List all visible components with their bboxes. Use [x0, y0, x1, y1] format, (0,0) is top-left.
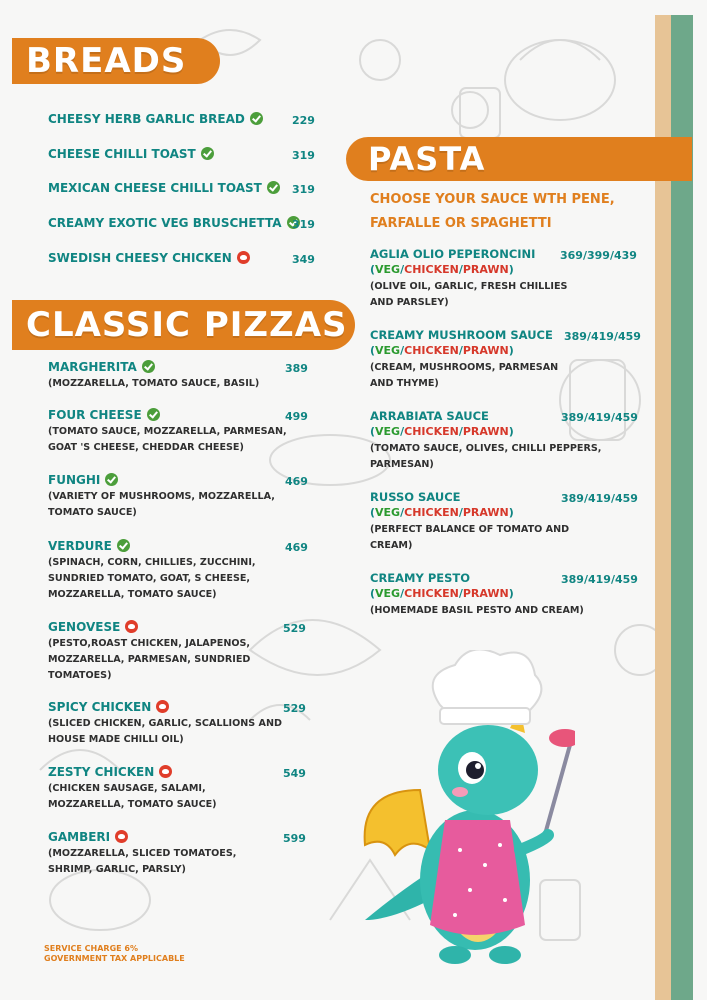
pizza-item-price: 529	[283, 622, 306, 635]
pasta-title: PASTA	[368, 140, 486, 178]
pasta-item-price: 369/399/439	[560, 249, 637, 262]
pasta-item-name: ARRABIATA SAUCE	[370, 409, 489, 423]
veg-icon	[142, 360, 155, 373]
pizza-item-name: GAMBERI	[48, 830, 128, 844]
bread-item-price: 229	[292, 114, 315, 127]
service-charge-note: SERVICE CHARGE 6%	[44, 944, 138, 953]
pizza-item-price: 469	[285, 475, 308, 488]
veg-icon	[250, 112, 263, 125]
pizzas-title: CLASSIC PIZZAS	[26, 305, 348, 345]
bread-item-price: 349	[292, 253, 315, 266]
bread-item-price: 319	[292, 149, 315, 162]
non-veg-icon	[125, 620, 138, 633]
pasta-subtitle-line2: FARFALLE OR SPAGHETTI	[370, 216, 552, 231]
pasta-item-name: AGLIA OLIO PEPERONCINI	[370, 247, 536, 261]
bread-item-name: CHEESE CHILLI TOAST	[48, 147, 214, 161]
veg-icon	[105, 473, 118, 486]
pizza-item-desc: (SPINACH, CORN, CHILLIES, ZUCCHINI, SUNDRIED TOMATO, GOAT, S CHEESE, MOZZARELLA, TOMATO SAUCE)	[48, 557, 256, 600]
veg-icon	[267, 181, 280, 194]
pasta-item-price: 389/419/459	[564, 330, 641, 343]
pizza-item-desc: (CHICKEN SAUSAGE, SALAMI, MOZZARELLA, TOMATO SAUCE)	[48, 783, 217, 810]
pasta-item-price: 389/419/459	[561, 573, 638, 586]
bread-item-name: CREAMY EXOTIC VEG BRUSCHETTA	[48, 216, 300, 230]
breads-title: BREADS	[26, 41, 187, 81]
pizza-item-name: ZESTY CHICKEN	[48, 765, 172, 779]
dragon-chef-illustration	[360, 650, 575, 980]
pasta-item-name: CREAMY MUSHROOM SAUCE	[370, 328, 553, 342]
pasta-item-name: CREAMY PESTO	[370, 571, 471, 585]
pasta-item-options: (VEG/CHICKEN/PRAWN)	[370, 506, 514, 519]
pizza-item-price: 529	[283, 702, 306, 715]
non-veg-icon	[237, 251, 250, 264]
pizza-item-name: SPICY CHICKEN	[48, 700, 169, 714]
pizza-item-desc: (MOZZARELLA, TOMATO SAUCE, BASIL)	[48, 378, 260, 389]
pizza-item-name: VERDURE	[48, 539, 130, 553]
pasta-item-desc: (TOMATO SAUCE, OLIVES, CHILLI PEPPERS, PARMESAN)	[370, 443, 602, 470]
bread-item-name: CHEESY HERB GARLIC BREAD	[48, 112, 263, 126]
pasta-item-price: 389/419/459	[561, 411, 638, 424]
non-veg-icon	[115, 830, 128, 843]
bread-item-price: 319	[292, 218, 315, 231]
pizza-item-name: FUNGHI	[48, 473, 118, 487]
pizza-item-price: 549	[283, 767, 306, 780]
pizzas-banner	[12, 300, 355, 350]
non-veg-icon	[159, 765, 172, 778]
pasta-banner	[346, 137, 692, 181]
pasta-item-options: (VEG/CHICKEN/PRAWN)	[370, 344, 514, 357]
pizza-item-name: MARGHERITA	[48, 360, 155, 374]
breads-banner	[12, 38, 220, 84]
pasta-subtitle-line1: CHOOSE YOUR SAUCE WTH PENE,	[370, 192, 615, 207]
pasta-item-options: (VEG/CHICKEN/PRAWN)	[370, 263, 514, 276]
pasta-item-desc: (HOMEMADE BASIL PESTO AND CREAM)	[370, 605, 584, 616]
pizza-item-desc: (MOZZARELLA, SLICED TOMATOES, SHRIMP, GARLIC, PARSLY)	[48, 848, 237, 875]
pizza-item-price: 499	[285, 410, 308, 423]
pizza-item-name: FOUR CHEESE	[48, 408, 160, 422]
bread-item-name: SWEDISH CHEESY CHICKEN	[48, 251, 250, 265]
veg-icon	[147, 408, 160, 421]
pasta-item-desc: (CREAM, MUSHROOMS, PARMESAN AND THYME)	[370, 362, 559, 389]
veg-icon	[117, 539, 130, 552]
pizza-item-price: 599	[283, 832, 306, 845]
bread-item-price: 319	[292, 183, 315, 196]
pasta-item-price: 389/419/459	[561, 492, 638, 505]
pizza-item-desc: (SLICED CHICKEN, GARLIC, SCALLIONS AND HOUSE MADE CHILLI OIL)	[48, 718, 282, 745]
veg-icon	[201, 147, 214, 160]
pizza-item-price: 469	[285, 541, 308, 554]
pasta-item-options: (VEG/CHICKEN/PRAWN)	[370, 425, 514, 438]
non-veg-icon	[156, 700, 169, 713]
pizza-item-desc: (VARIETY OF MUSHROOMS, MOZZARELLA, TOMATO SAUCE)	[48, 491, 275, 518]
bread-item-name: MEXICAN CHEESE CHILLI TOAST	[48, 181, 280, 195]
pasta-item-name: RUSSO SAUCE	[370, 490, 461, 504]
tax-note: GOVERNMENT TAX APPLICABLE	[44, 954, 185, 963]
pizza-item-name: GENOVESE	[48, 620, 138, 634]
pasta-item-desc: (OLIVE OIL, GARLIC, FRESH CHILLIES AND PARSLEY)	[370, 281, 568, 308]
pizza-item-price: 389	[285, 362, 308, 375]
pizza-item-desc: (TOMATO SAUCE, MOZZARELLA, PARMESAN, GOAT 'S CHEESE, CHEDDAR CHEESE)	[48, 426, 287, 453]
pasta-item-options: (VEG/CHICKEN/PRAWN)	[370, 587, 514, 600]
pasta-item-desc: (PERFECT BALANCE OF TOMATO AND CREAM)	[370, 524, 570, 551]
pizza-item-desc: (PESTO,ROAST CHICKEN, JALAPENOS, MOZZARELLA, PARMESAN, SUNDRIED TOMATOES)	[48, 638, 251, 681]
